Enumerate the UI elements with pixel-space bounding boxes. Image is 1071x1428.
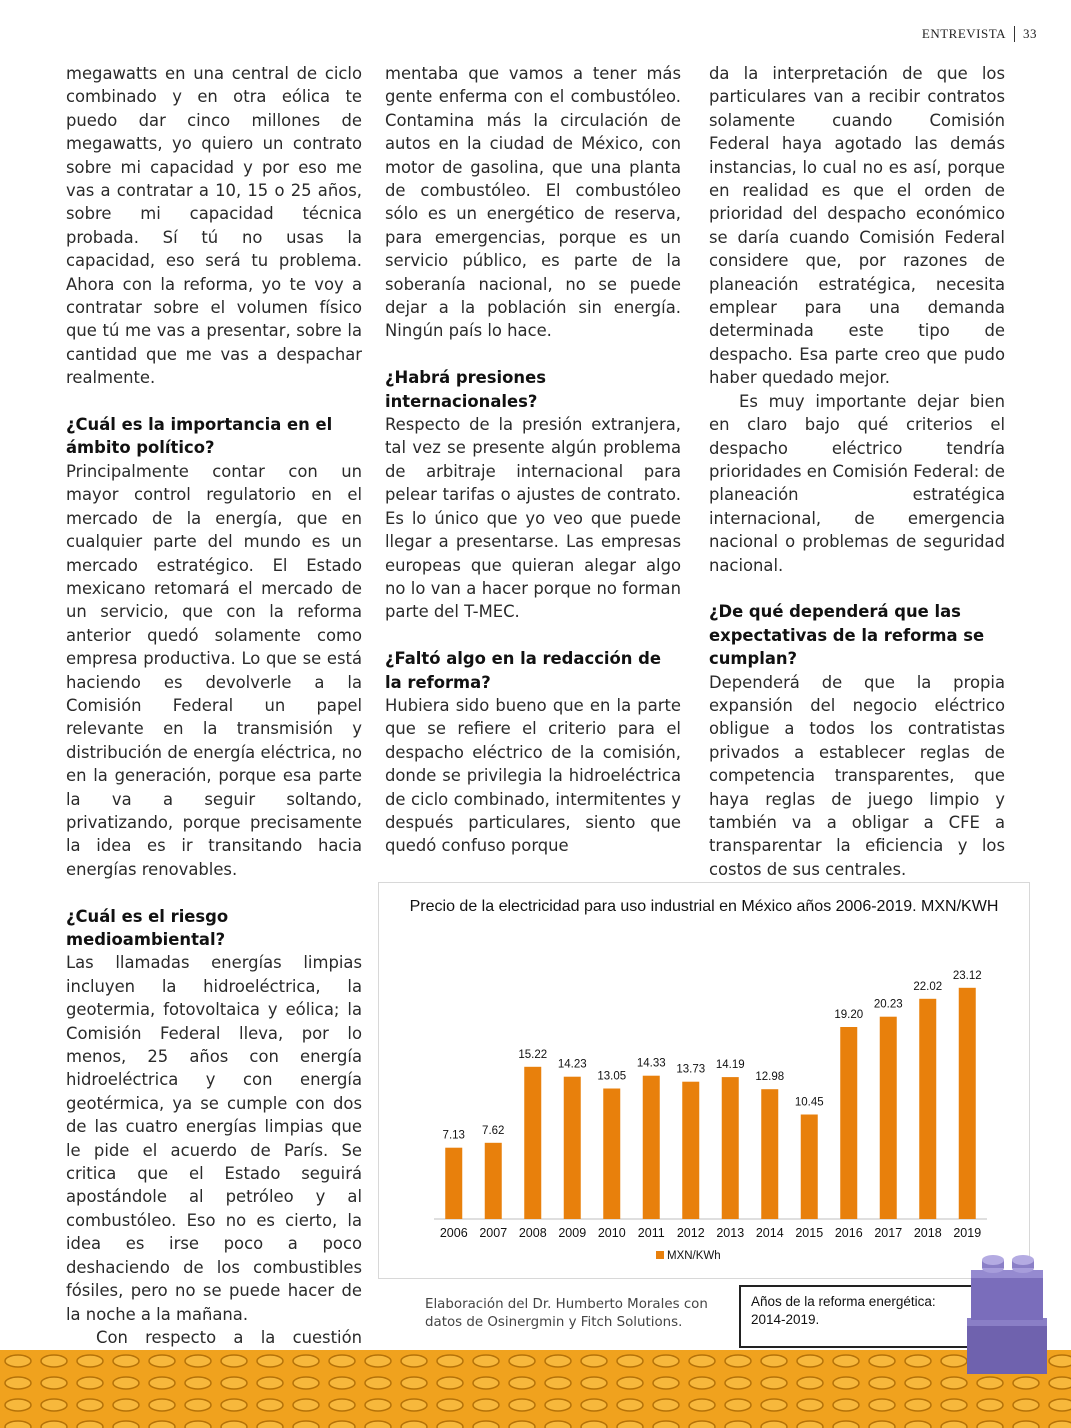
x-tick-label: 2016 <box>834 1226 863 1240</box>
legend-swatch <box>656 1251 664 1259</box>
bar <box>524 1067 541 1219</box>
x-tick-label: 2007 <box>479 1226 508 1240</box>
stacked-blocks-illustration <box>961 1248 1053 1378</box>
x-tick-label: 2019 <box>953 1226 982 1240</box>
data-label: 13.73 <box>676 1063 706 1076</box>
text-column-1 <box>66 62 362 1373</box>
paragraph-gap <box>66 881 362 904</box>
bar <box>485 1143 502 1219</box>
header-divider <box>1014 26 1015 42</box>
x-tick-label: 2014 <box>755 1226 784 1240</box>
page-number: 33 <box>1023 26 1037 41</box>
chart-caption: Elaboración del Dr. Humberto Morales con datos de Osinergmin y Fitch Solutions. <box>425 1297 708 1330</box>
bar-chart <box>378 882 1030 1279</box>
x-tick-label: 2015 <box>795 1226 824 1240</box>
data-label: 12.98 <box>755 1071 785 1084</box>
bar <box>840 1027 857 1219</box>
bar <box>445 1148 462 1219</box>
section-name: ENTREVISTA <box>921 26 1006 41</box>
text-column-2 <box>385 62 681 858</box>
question-heading: ¿Habrá presiones internacionales? <box>385 368 546 411</box>
data-label: 23.12 <box>952 969 982 982</box>
bar <box>880 1017 897 1219</box>
bar <box>603 1089 620 1220</box>
x-tick-label: 2008 <box>518 1226 547 1240</box>
data-label: 7.62 <box>482 1124 505 1137</box>
data-label: 10.45 <box>794 1096 824 1109</box>
paragraph-gap <box>66 390 362 413</box>
bar <box>564 1077 581 1219</box>
answer-paragraph: Es muy importante dejar bien en claro bajo qué criterios el despacho eléctrico tendría prioridades en Comisión Federal: de planeación estratégica internacional, de emergencia nacional o problemas de seguridad nacional. <box>709 391 1005 575</box>
paragraph-gap <box>385 343 681 366</box>
x-tick-label: 2012 <box>676 1226 705 1240</box>
answer-paragraph: Hubiera sido bueno que en la parte que se refiere el criterio para el despacho eléctrico de la comisión, donde se privilegia la hidroeléctrica de ciclo combinado, intermitentes y después particulares, siento que quedó confuso porque <box>385 695 681 856</box>
reform-years-note: Años de la reforma energética: 2014-2019. <box>739 1285 975 1348</box>
bar <box>722 1077 739 1219</box>
answer-paragraph: megawatts en una central de ciclo combinado y en otra eólica te puedo dar cinco millones de megawatts, yo quiero un contrato sobre mi capacidad y por eso me vas a contratar a 10, 15 o 25 años, sobre mi capacidad técnica probada. Sí tú no usas la capacidad, eso será tu problema. Ahora con la reforma, yo te voy a contratar sobre el volumen físico que tú me vas a presentar, sobre la cantidad que me vas a despachar realmente. <box>66 64 362 388</box>
answer-paragraph: da la interpretación de que los particulares van a recibir contratos solamente cuando Comisión Federal haya agotado las demás instancias, lo cual no es así, porque en realidad es que el orden de prioridad del despacho económico se daría cuando Comisión Federal considere que, por razones de planeación estratégica, necesita emplear para una demanda determinada este tipo de despacho. Esa parte creo que pudo haber quedado mejor. <box>709 64 1005 388</box>
data-label: 14.33 <box>636 1057 666 1070</box>
chart-plot <box>379 883 1029 1278</box>
answer-paragraph: Respecto de la presión extranjera, tal vez se presente algún problema de arbitraje internacional para pelear tarifas o ajustes de contrato. Es lo único que yo veo que puede llegar a presentarse. Las empresas europeas que quieran alegar algo no lo van a hacer porque no forman parte del T-MEC. <box>385 415 681 622</box>
x-tick-label: 2009 <box>558 1226 587 1240</box>
question-heading: ¿De qué dependerá que las expectativas de la reforma se cumplan? <box>709 602 985 669</box>
x-tick-label: 2018 <box>913 1226 942 1240</box>
bar <box>682 1082 699 1219</box>
x-tick-label: 2013 <box>716 1226 745 1240</box>
running-header <box>922 26 1037 42</box>
answer-paragraph: Con respecto a la cuestión <box>96 1327 362 1347</box>
paragraph-gap <box>385 624 681 647</box>
answer-paragraph: Dependerá de que la propia expansión del negocio eléctrico obligue a todos los contratistas privados a establecer reglas de competencia transparentes, que haya reglas de juego limpio y también va a obligar a CFE a transparentar la eficiencia y los costos de sus centrales. <box>709 672 1005 879</box>
paragraph-gap <box>709 577 1005 600</box>
answer-paragraph: Principalmente contar con un mayor control regulatorio en el mercado de la energía, que en cualquier parte del mundo es un mercado estratégico. El Estado mexicano retomará el mercado de un servicio, que con la reforma anterior quedó solamente como empresa productiva. Lo que se está haciendo es devolverle a la Comisión Federal un papel relevante en la transmisión y distribución de energía eléctrica, no en la generación, porque esa parte la va a seguir soltando, privatizando, porque precisamente la idea es ir transitando hacia energías renovables. <box>66 461 362 879</box>
bar <box>919 999 936 1219</box>
data-label: 14.19 <box>715 1059 745 1072</box>
x-tick-label: 2017 <box>874 1226 903 1240</box>
bar <box>801 1115 818 1220</box>
data-label: 19.20 <box>834 1009 864 1021</box>
question-heading: ¿Cuál es la importancia en el ámbito político? <box>66 415 333 458</box>
data-label: 15.22 <box>518 1048 548 1061</box>
answer-paragraph: Las llamadas energías limpias incluyen la hidroeléctrica, la geotermia, fotovoltaica y eólica; la Comisión Federal lleva, por lo menos, 25 años con energía hidroeléctrica y con energía geotérmica, ya se cumple con dos de las cuatro energías limpias que le pide el acuerdo de París. Se critica que el Estado seguirá apostándole al petróleo y al combustóleo. Eso no es cierto, la idea es irse poco a poco deshaciendo de los combustibles fósiles, pero no se puede hacer de la noche a la mañana. <box>66 953 362 1324</box>
question-heading: ¿Faltó algo en la redacción de la reforma? <box>385 649 662 692</box>
chart-title: Precio de la electricidad para uso industrial en México años 2006-2019. MXN/KWH <box>409 898 999 915</box>
bar <box>959 988 976 1219</box>
decorative-footer-band <box>0 1350 1071 1428</box>
question-heading: ¿Cuál es el riesgo medioambiental? <box>66 906 229 949</box>
x-tick-label: 2010 <box>597 1226 626 1240</box>
data-label: 20.23 <box>873 998 903 1011</box>
x-tick-label: 2011 <box>637 1226 665 1240</box>
bar <box>643 1076 660 1219</box>
data-label: 13.05 <box>597 1070 627 1083</box>
x-tick-label: 2006 <box>439 1226 468 1240</box>
text-column-3 <box>709 62 1005 881</box>
legend-label: MXN/KWh <box>667 1250 721 1262</box>
data-label: 7.13 <box>442 1129 465 1142</box>
bar <box>761 1089 778 1219</box>
data-label: 22.02 <box>913 980 943 993</box>
answer-paragraph: mentaba que vamos a tener más gente enferma con el combustóleo. Contamina más la circulación de autos en la ciudad de México, con motor de gasolina, que una planta de combustóleo. El combustóleo sólo es un energético de reserva, para emergencias, porque es un servicio público, es parte de la soberanía nacional, no se puede dejar a la población sin energía. Ningún país lo hace. <box>385 64 681 341</box>
data-label: 14.23 <box>557 1058 587 1071</box>
